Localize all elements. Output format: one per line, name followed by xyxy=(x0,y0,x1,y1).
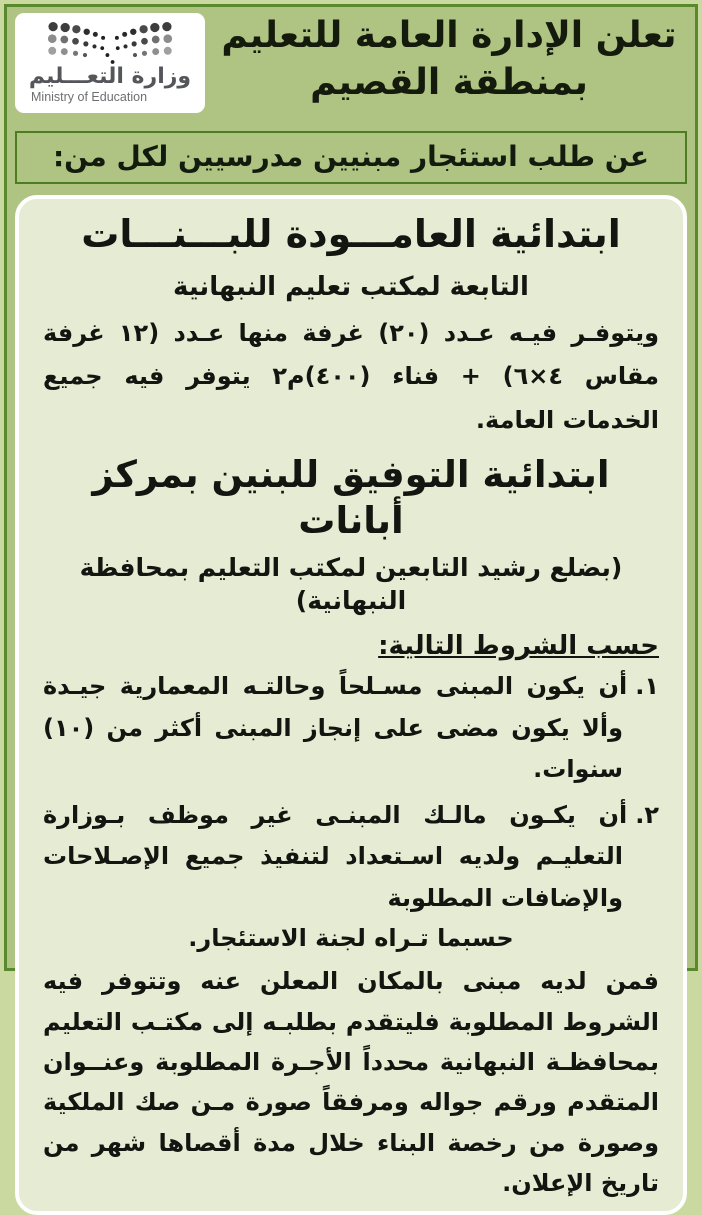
authority-line-2: بمنطقة القصيم xyxy=(310,61,588,103)
content-panel xyxy=(15,195,687,1215)
ministry-logo-english-name: Ministry of Education xyxy=(31,90,148,104)
ministry-logo-dots-icon xyxy=(31,18,189,68)
school2-title: ابتدائية التوفيق للبنين بمركز أبانات xyxy=(92,452,610,543)
condition-2-number: ٢. xyxy=(635,801,659,830)
school1-details: ويتوفـر فيـه عـدد (٢٠) غرفة منها عـدد (١٢ غرفة مقاس ٤×٦) + فناء (٤٠٠)م٢ يتوفر فيه جميع الخدمات العامة. xyxy=(43,319,659,434)
condition-2-tail: حسبما تـراه لجنة الاستئجار. xyxy=(188,923,514,952)
page-frame xyxy=(4,4,698,1197)
condition-1-text: أن يكون المبنى مسـلحاً وحالتـه المعمارية جيـدة وألا يكون مضى على إنجاز المبنى أكثر من (١٠) سنوات. xyxy=(43,672,628,783)
conditions-heading: حسب الشروط التالية: xyxy=(378,631,659,662)
condition-item-2 xyxy=(43,795,659,919)
school1-affiliation: التابعة لمكتب تعليم النبهانية xyxy=(173,271,529,302)
school2-affiliation: (بضلع رشيد التابعين لمكتب التعليم بمحافظة النبهانية) xyxy=(79,553,623,615)
subject-line-box: عن طلب استئجار مبنيين مدرسيين لكل من: xyxy=(15,131,687,184)
school1-title: ابتدائية العامـــودة للبـــنـــات xyxy=(81,212,621,256)
condition-1-number: ١. xyxy=(635,672,659,701)
closing-paragraph: فمن لديه مبنى بالمكان المعلن عنه وتتوفر فيه الشروط المطلوبة فليتقدم بطلبـه إلى مكتـب التعليم بمحافظـة النبهانية محدداً الأجـرة المطلوبة وعنــوان المتقدم ورقم جواله ومرفقاً صورة مـن صك الملكية وصورة من رخصة البناء خلال مدة أقصاها شهر من تاريخ الإعلان. xyxy=(43,967,659,1197)
condition-2-text: أن يكـون مالـك المبنـى غير موظف بـوزارة التعليـم ولديه اسـتعداد لتنفيذ جميع الإصـلاحات والإضافات المطلوبة xyxy=(43,801,628,912)
authority-line-1: تعلن الإدارة العامة للتعليم xyxy=(221,15,677,56)
condition-item-1 xyxy=(43,666,659,790)
announcement-header xyxy=(15,13,687,121)
ministry-logo-arabic-name: وزارة التعـــليم xyxy=(28,64,192,89)
ministry-logo-box xyxy=(15,13,205,113)
announcing-authority-title xyxy=(211,13,687,107)
